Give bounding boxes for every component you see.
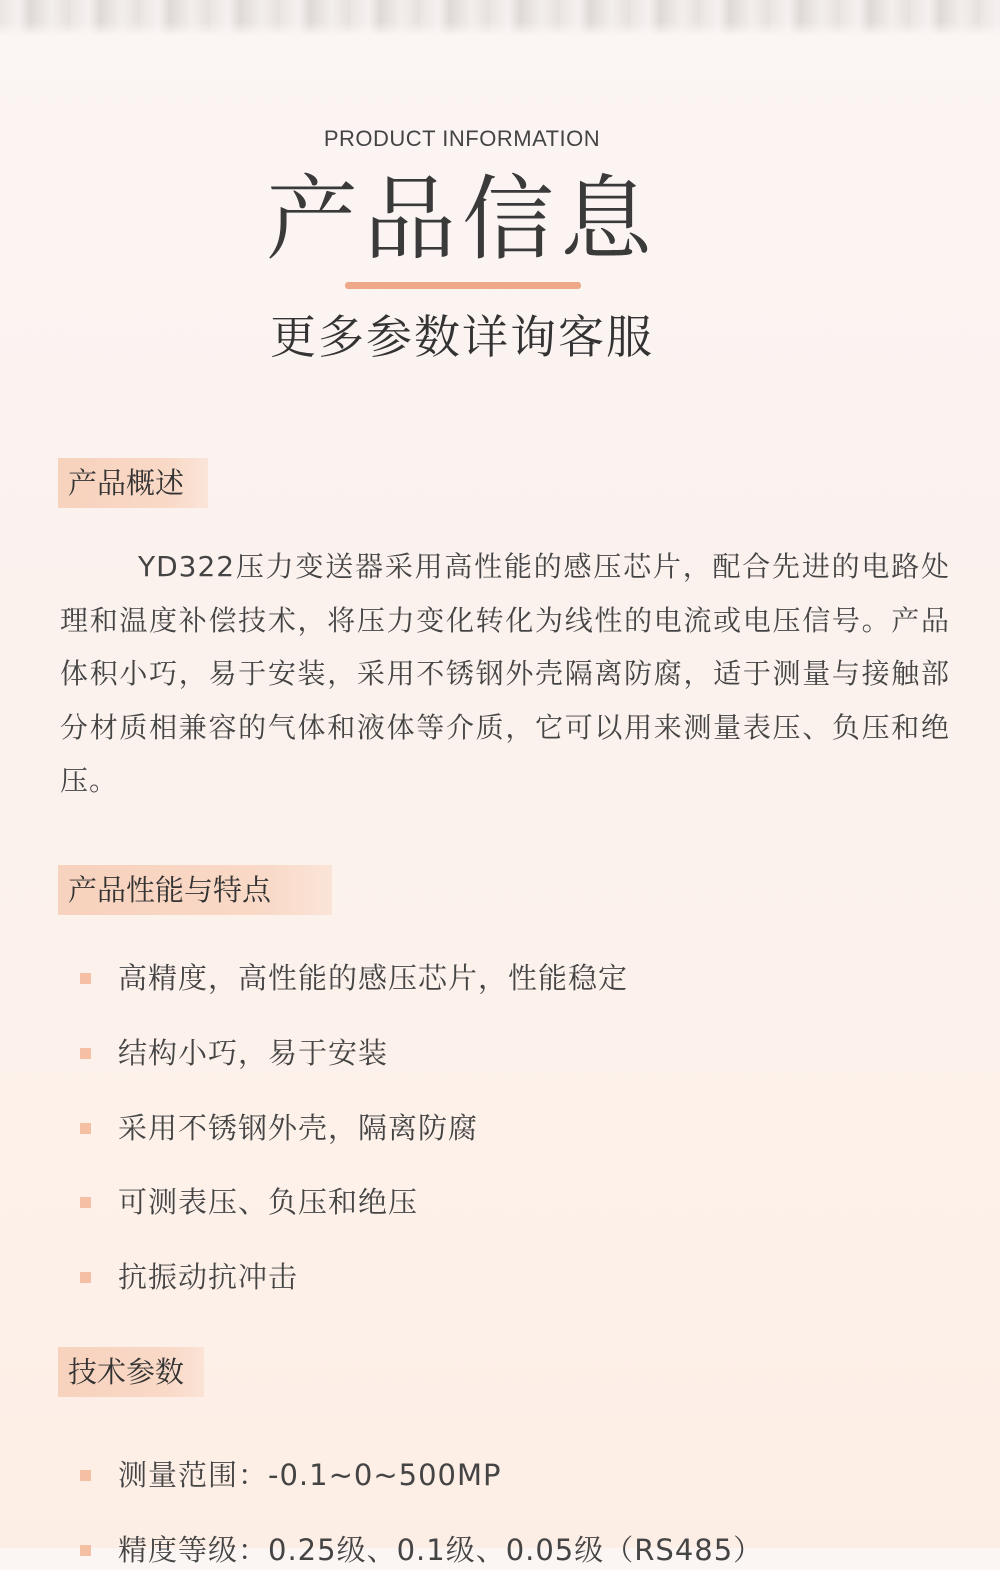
bullet-square-icon <box>80 1048 91 1059</box>
bullet-square-icon <box>80 1123 91 1134</box>
feature-text: 采用不锈钢外壳，隔离防腐 <box>118 1111 479 1145</box>
section-eyebrow: PRODUCT INFORMATION <box>323 126 601 151</box>
features-section-tag: 产品性能与特点 <box>58 865 332 915</box>
feature-text: 抗振动抗冲击 <box>118 1260 299 1294</box>
feature-item <box>80 958 940 998</box>
spec-text: 精度等级：0.25级、0.1级、0.05级（RS485） <box>118 1533 764 1567</box>
feature-item <box>80 1257 940 1297</box>
feature-text: 高精度，高性能的感压芯片，性能稳定 <box>118 961 629 995</box>
bullet-square-icon <box>80 1545 91 1556</box>
page-title: 产品信息 <box>265 166 658 273</box>
feature-item <box>80 1033 940 1073</box>
bullet-square-icon <box>80 1470 91 1481</box>
top-decorative-strip <box>0 0 1000 36</box>
feature-item <box>80 1108 940 1148</box>
feature-item <box>80 1182 940 1222</box>
spec-text: 测量范围：-0.1~0~500MP <box>118 1458 502 1492</box>
specs-section-tag: 技术参数 <box>58 1347 204 1397</box>
overview-paragraph: YD322压力变送器采用高性能的感压芯片，配合先进的电路处理和温度补偿技术，将压力变化转化为线性的电流或电压信号。产品体积小巧，易于安装，采用不锈钢外壳隔离防腐，适于测量与接触部分材质相兼容的气体和液体等介质，它可以用来测量表压、负压和绝压。 <box>60 550 950 797</box>
spec-item <box>80 1455 940 1495</box>
bullet-square-icon <box>80 973 91 984</box>
page-subtitle: 更多参数详询客服 <box>270 310 654 364</box>
spec-item <box>80 1530 940 1570</box>
bullet-square-icon <box>80 1197 91 1208</box>
feature-text: 结构小巧，易于安装 <box>118 1036 389 1070</box>
bullet-square-icon <box>80 1272 91 1283</box>
title-underline <box>345 282 581 289</box>
feature-text: 可测表压、负压和绝压 <box>118 1185 419 1219</box>
overview-section-tag: 产品概述 <box>58 458 208 508</box>
